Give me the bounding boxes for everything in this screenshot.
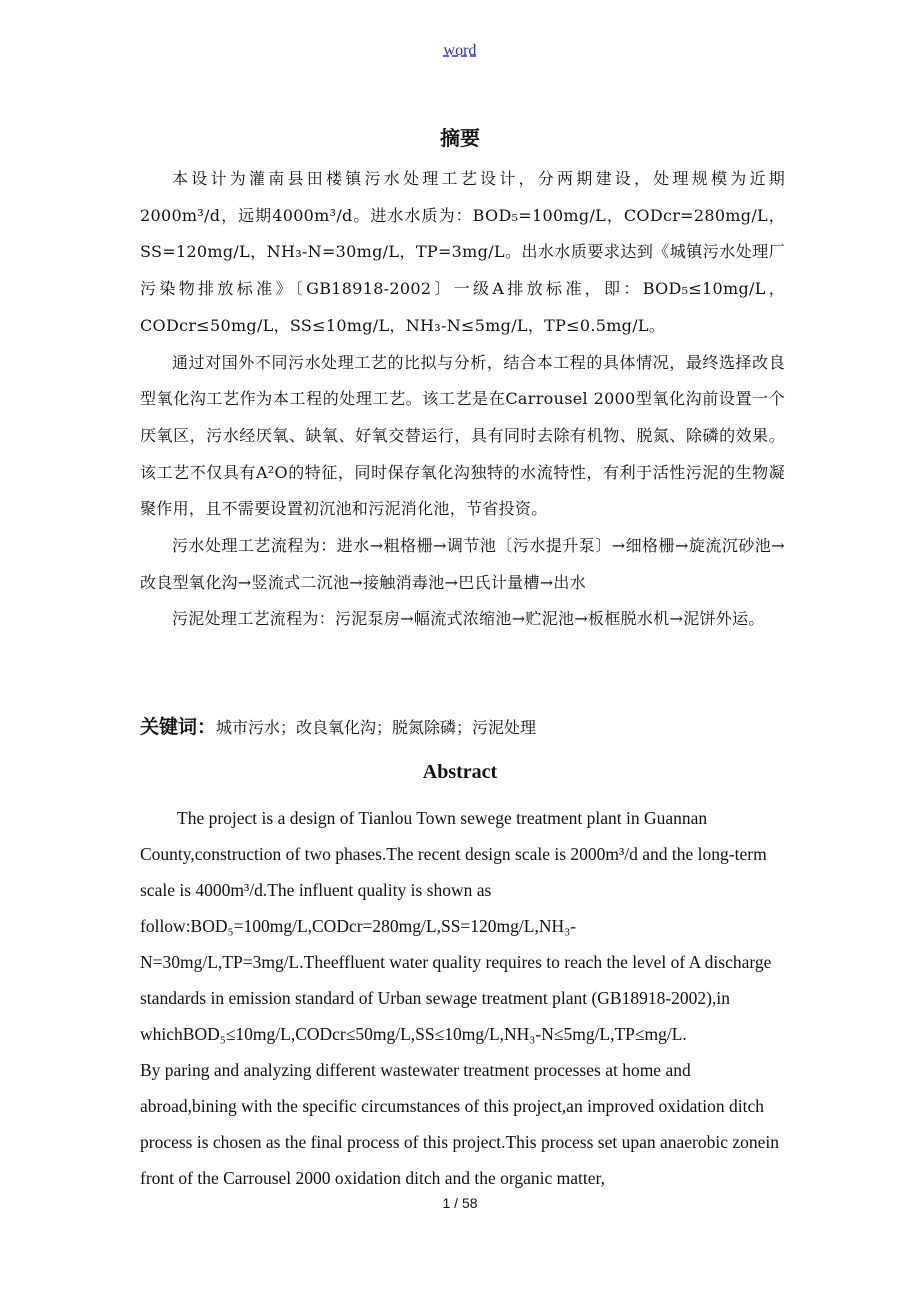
chinese-paragraph-2: 通过对国外不同污水处理工艺的比拟与分析，结合本工程的具体情况，最终选择改良型氧化沟工艺作为本工程的处理工艺。该工艺是在Carrousel 2000型氧化沟前设置一个厌氧区，污水经厌氧、缺氧、好氧交替运行，具有同时去除有机物、脱氮、除磷的效果。该工艺不仅具有A²O的特征，同时保存氧化沟独特的水流特性，有利于活性污泥的生物凝聚作用，且不需要设置初沉池和污泥消化池，节省投资。 <box>140 352 785 519</box>
english-abstract-title: Abstract <box>422 761 498 783</box>
chinese-abstract-title: 摘要 <box>440 126 480 150</box>
chinese-paragraph-1: 本设计为灌南县田楼镇污水处理工艺设计，分两期建设，处理规模为近期2000m³/d，远期4000m³/d。进水水质为：BOD₅=100mg/L，CODcr=280mg/L，SS=120mg/L，NH₃-N=30mg/L，TP=3mg/L。出水水质要求达到《城镇污水处理厂污染物排放标准》〔GB18918-2002〕一级A排放标准，即：BOD₅≤10mg/L，CODcr≤50mg/L，SS≤10mg/L，NH₃-N≤5mg/L，TP≤0.5mg/L。 <box>140 169 785 335</box>
keywords-text: 城市污水；改良氧化沟；脱氮除磷；污泥处理 <box>216 718 537 737</box>
english-abstract-body <box>140 800 785 1196</box>
header-link[interactable]: word <box>443 42 477 59</box>
page-number: 1 / 58 <box>442 1195 478 1211</box>
chinese-abstract-body <box>140 161 785 638</box>
chinese-paragraph-4: 污泥处理工艺流程为：污泥泵房→幅流式浓缩池→贮泥池→板框脱水机→泥饼外运。 <box>172 609 765 629</box>
english-paragraph-2: By paring and analyzing different wastewater treatment processes at home and abroad,bining with the specific circumstances of this project,an improved oxidation ditch process is chosen as the final process of this project.This process set upan anaerobic zonein front of the Carrousel 2000 oxidation ditch and the organic matter, <box>140 1060 780 1188</box>
chinese-paragraph-3: 污水处理工艺流程为：进水→粗格栅→调节池〔污水提升泵〕→细格栅→旋流沉砂池→改良型氧化沟→竖流式二沉池→接触消毒池→巴氏计量槽→出水 <box>140 536 785 592</box>
keywords-line <box>140 712 536 739</box>
english-paragraph-1: The project is a design of Tianlou Town sewege treatment plant in Guannan County,construction of two phases.The recent design scale is 2000m³/d and the long-term scale is 4000m³/d.The influent quality is shown as follow:BOD₅=100mg/L,CODcr=280mg/L,SS=120mg/L,NH₃-N=30mg/L,TP=3mg/L.Theeffluent water quality requires to reach the level of A discharge standards in emission standard of Urban sewage treatment plant (GB18918-2002),in whichBOD₅≤10mg/L,CODcr≤50mg/L,SS≤10mg/L,NH₃-N≤5mg/L,TP≤mg/L. <box>140 808 772 1044</box>
keywords-label: 关键词： <box>140 716 217 738</box>
